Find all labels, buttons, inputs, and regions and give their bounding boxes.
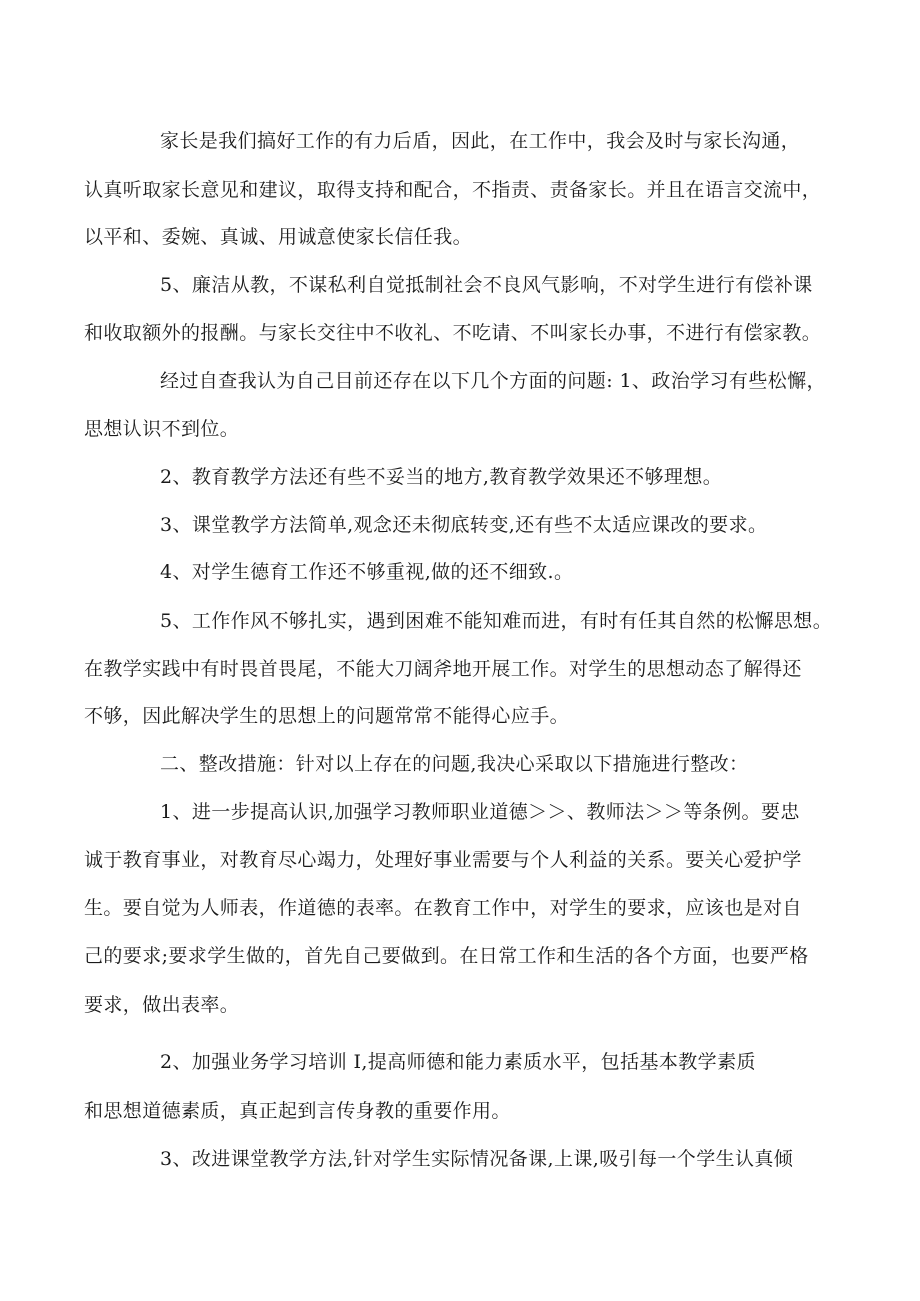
paragraph-line: 诚于教育事业，对教育尽心竭力，处理好事业需要与个人利益的关系。要关心爱护学 (84, 849, 802, 871)
paragraph-line: 4、对学生德育工作还不够重视,做的还不细致.。 (160, 561, 574, 583)
paragraph-line: 在教学实践中有时畏首畏尾，不能大刀阔斧地开展工作。对学生的思想动态了解得还 (84, 658, 802, 680)
paragraph-line: 1、进一步提高认识,加强学习教师职业道德＞＞、教师法＞＞等条例。要忠 (160, 801, 800, 823)
paragraph-line: 思想认识不到位。 (84, 418, 240, 440)
paragraph-line: 认真听取家长意见和建议，取得支持和配合，不指责、责备家长。并且在语言交流中， (84, 179, 822, 201)
paragraph-line: 3、改进课堂教学方法,针对学生实际情况备课,上课,吸引每一个学生认真倾 (160, 1148, 794, 1170)
section-heading: 二、整改措施：针对以上存在的问题,我决心采取以下措施进行整改： (160, 753, 749, 775)
paragraph-line: 2、教育教学方法还有些不妥当的地方,教育教学效果还不够理想。 (160, 466, 723, 488)
paragraph-line: 和收取额外的报酬。与家长交往中不收礼、不吃请、不叫家长办事，不进行有偿家教。 (84, 322, 822, 344)
paragraph-line: 以平和、委婉、真诚、用诚意使家长信任我。 (84, 226, 473, 248)
paragraph-line: 要求，做出表率。 (84, 994, 240, 1016)
paragraph-line: 和思想道德素质，真正起到言传身教的重要作用。 (84, 1100, 511, 1122)
paragraph-line: 3、课堂教学方法简单,观念还未彻底转变,还有些不太适应课改的要求。 (160, 514, 768, 536)
paragraph-line: 5、廉洁从教，不谋私利自觉抵制社会不良风气影响，不对学生进行有偿补课 (160, 274, 813, 296)
paragraph-line: 2、加强业务学习培训 I,提高师德和能力素质水平，包括基本教学素质 (160, 1051, 756, 1073)
paragraph-line: 家长是我们搞好工作的有力后盾，因此，在工作中，我会及时与家长沟通， (160, 130, 801, 152)
paragraph-line: 5、工作作风不够扎实，遇到困难不能知难而进，有时有任其自然的松懈思想。 (160, 610, 833, 632)
paragraph-line: 不够，因此解决学生的思想上的问题常常不能得心应手。 (84, 705, 570, 727)
paragraph-line: 己的要求;要求学生做的，首先自己要做到。在日常工作和生活的各个方面，也要严格 (84, 945, 809, 967)
paragraph-line: 经过自查我认为自己目前还存在以下几个方面的问题: 1、政治学习有些松懈， (160, 370, 826, 392)
paragraph-line: 生。要自觉为人师表，作道德的表率。在教育工作中，对学生的要求，应该也是对自 (84, 897, 802, 919)
